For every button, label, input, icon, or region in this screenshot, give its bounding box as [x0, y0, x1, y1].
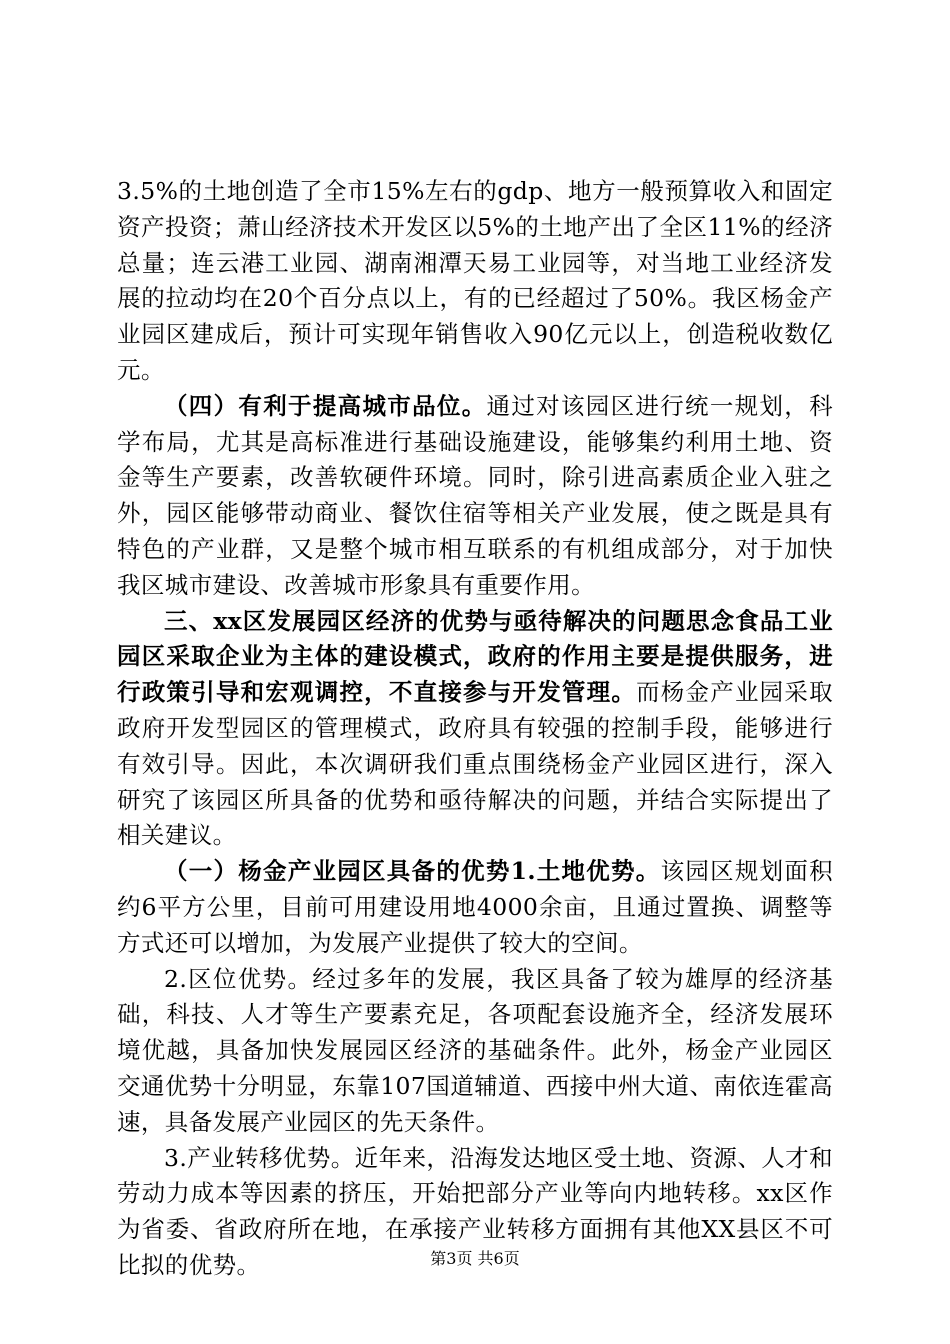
paragraph-3-heading: 三、xx区发展园区经济的优势与亟待解决的问题思念食品工业园区采取企业为主体的建设模式，政府的作用主要是提供服务，进行政策引导和宏观调控，不直接参与开发管理。 — [117, 606, 833, 707]
paragraph-6-text: 3.产业转移优势。近年来，沿海发达地区受土地、资源、人才和劳动力成本等因素的挤压，开始把部分产业等向内地转移。xx区作为省委、省政府所在地，在承接产业转移方面拥有其他XX县区不可比拟的优势。 — [117, 1143, 833, 1279]
paragraph-4 — [117, 854, 833, 961]
page-footer: 第3页 共6页 — [430, 1249, 520, 1268]
paragraph-1 — [117, 174, 833, 389]
paragraph-4-heading: （一）杨金产业园区具备的优势1.土地优势。 — [164, 857, 661, 886]
paragraph-2-text: 通过对该园区进行统一规划，科学布局，尤其是高标准进行基础设施建设，能够集约利用土地、资金等生产要素，改善软硬件环境。同时，除引进高素质企业入驻之外，园区能够带动商业、餐饮住宿等相关产业发展，使之既是具有特色的产业群，又是整个城市相互联系的有机组成部分，对于加快我区城市建设、改善城市形象具有重要作用。 — [117, 391, 833, 599]
paragraph-3-text: 而杨金产业园采取政府开发型园区的管理模式，政府具有较强的控制手段，能够进行有效引导。因此，本次调研我们重点围绕杨金产业园区进行，深入研究了该园区所具备的优势和亟待解决的问题，并结合实际提出了相关建议。 — [117, 678, 834, 850]
paragraph-4-text: 该园区规划面积约6平方公里，目前可用建设用地4000余亩，且通过置换、调整等方式还可以增加，为发展产业提供了较大的空间。 — [117, 857, 833, 957]
document-body — [117, 174, 833, 1284]
paragraph-3 — [117, 604, 833, 855]
paragraph-2 — [117, 389, 833, 604]
paragraph-5-text: 2.区位优势。经过多年的发展，我区具备了较为雄厚的经济基础，科技、人才等生产要素充足，各项配套设施齐全，经济发展环境优越，具备加快发展园区经济的基础条件。此外，杨金产业园区交通优势十分明显，东靠107国道辅道、西接中州大道、南依连霍高速，具备发展产业园区的先天条件。 — [117, 964, 833, 1136]
paragraph-1-text: 3.5%的土地创造了全市15%左右的gdp、地方一般预算收入和固定资产投资；萧山经济技术开发区以5%的土地产出了全区11%的经济总量；连云港工业园、湖南湘潭天易工业园等，对当地工业经济发展的拉动均在20个百分点以上，有的已经超过了50%。我区杨金产业园区建成后，预计可实现年销售收入90亿元以上，创造税收数亿元。 — [117, 177, 833, 384]
paragraph-5 — [117, 962, 833, 1141]
paragraph-2-heading: （四）有利于提高城市品位。 — [164, 391, 487, 420]
